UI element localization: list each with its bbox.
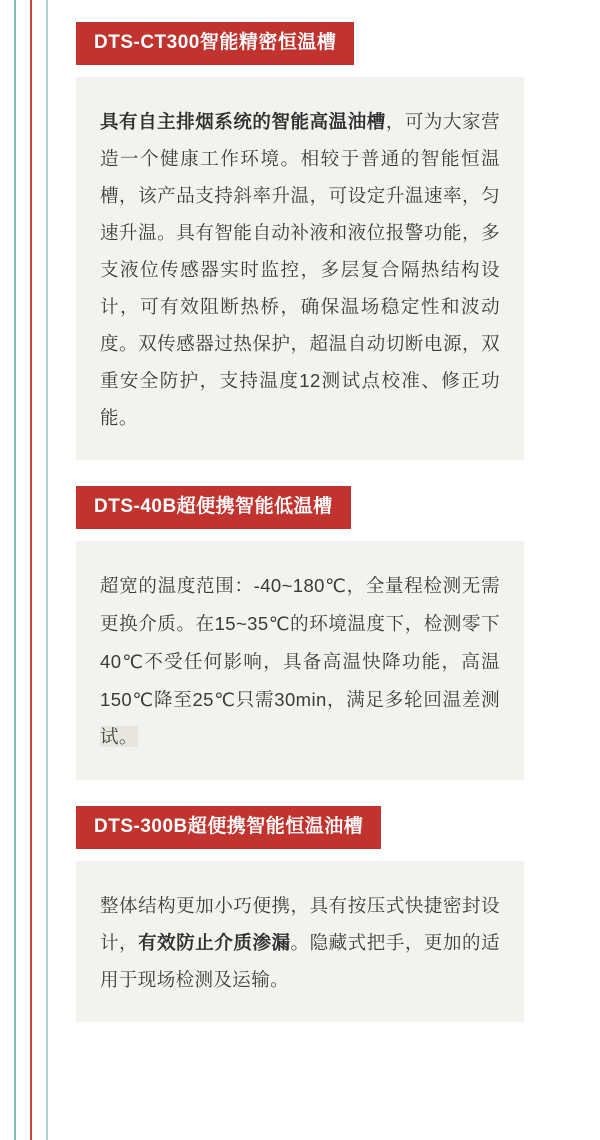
section-heading-dts-300b: DTS-300B超便携智能恒温油槽 xyxy=(76,806,381,849)
section-body-text-dts-300b-part2: 。隐藏式把手，更加的适用于现场检测及运输。 xyxy=(100,932,500,991)
content-column xyxy=(76,0,524,1040)
section-dts-ct300 xyxy=(76,22,524,460)
section-body-text-dts-40b-part2: 试。 xyxy=(100,726,138,748)
decorative-rail-teal-secondary xyxy=(46,0,48,1140)
section-body-text-dts-40b-part1: 超宽的温度范围：-40~180℃，全量程检测无需更换介质。在15~35℃的环境温度下，检测零下40℃不受任何影响，具备高温快降功能，高温150℃降至25℃只需30min，满足多轮回温差测 xyxy=(100,574,500,710)
section-body-emphasis-dts-300b: 有效防止介质渗漏 xyxy=(138,932,291,954)
decorative-rail-teal xyxy=(14,0,16,1140)
section-heading-dts-40b: DTS-40B超便携智能低温槽 xyxy=(76,486,351,529)
section-dts-40b xyxy=(76,486,524,781)
section-lead-dts-ct300: 具有自主排烟系统的智能高温油槽 xyxy=(100,110,386,132)
section-dts-300b xyxy=(76,806,524,1022)
section-body-text-dts-300b-part1: 整体结构更加小巧便携，具有按压式快捷密封设计， xyxy=(100,895,500,954)
section-body-dts-40b xyxy=(76,541,524,781)
decorative-rail-red xyxy=(30,0,32,1140)
section-body-dts-ct300 xyxy=(76,77,524,460)
section-heading-dts-ct300: DTS-CT300智能精密恒温槽 xyxy=(76,22,354,65)
section-body-text-dts-ct300: ，可为大家营造一个健康工作环境。相较于普通的智能恒温槽，该产品支持斜率升温，可设定升温速率，匀速升温。具有智能自动补液和液位报警功能，多支液位传感器实时监控，多层复合隔热结构设计，可有效阻断热桥，确保温场稳定性和波动度。双传感器过热保护，超温自动切断电源，双重安全防护，支持温度12测试点校准、修正功能。 xyxy=(100,110,500,428)
section-body-dts-300b xyxy=(76,861,524,1022)
